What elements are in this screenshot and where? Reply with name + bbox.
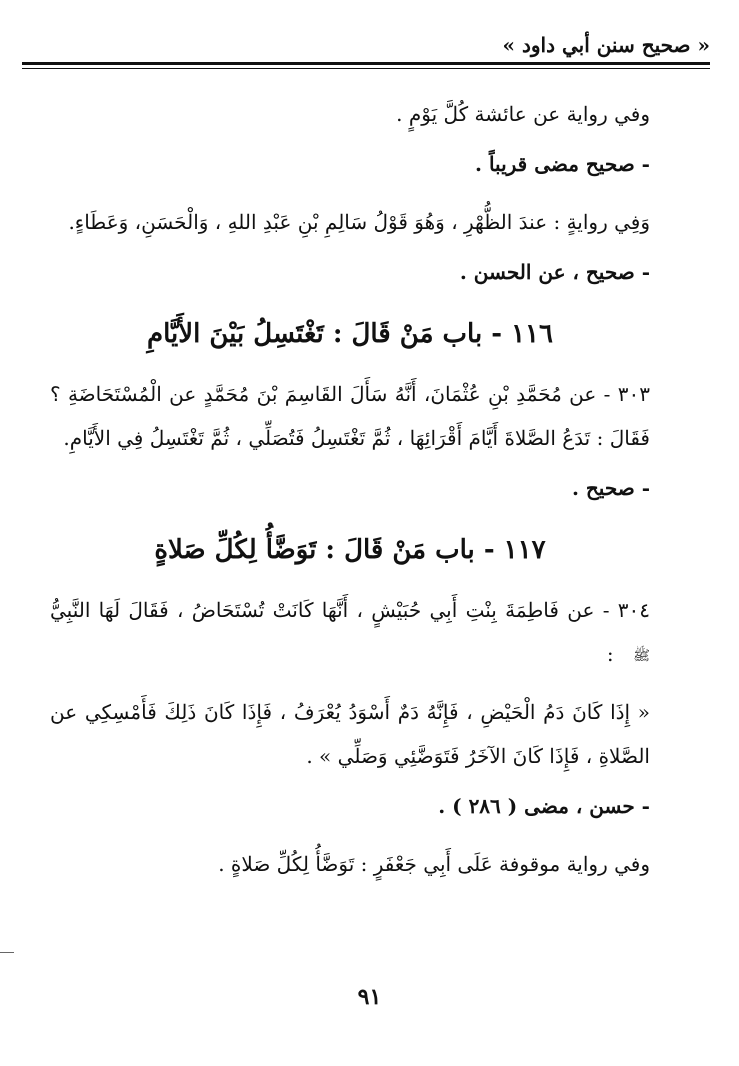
hadith-304-text: ٣٠٤ - عن فَاطِمَةَ بِنْتِ أَبِي حُبَيْشٍ ، أَنَّهَا كَانَتْ تُسْتَحَاضُ ، فَقَالَ لَهَا النَّبِيُّ [50,598,650,622]
prophet-quote: « إِذَا كَانَ دَمُ الْحَيْضِ ، فَإِنَّهُ دَمٌ أَسْوَدُ يُعْرَفُ ، فَإِذَا كَانَ ذَلِكَ فَأَمْسِكِي عن الصَّلاةِ ، فَإِذَا كَانَ الآخَرُ فَتَوَضَّئِي وَصَلِّي » . [50,700,650,768]
grading-p6: - صحيح . [571,476,650,500]
chapter-heading-117: ١١٧ - باب مَنْ قَالَ : تَوَضَّأُ لِكُلِّ صَلاةٍ [154,535,546,565]
header-rule-thin [22,68,710,69]
header-rule-thick [22,62,710,65]
hadith-304 [50,588,650,676]
grading-p9: - حسن ، مضى ( ٢٨٦ ) . [438,794,650,818]
running-header: « صحيح سنن أبي داود » [502,33,710,57]
hadith-304-colon: : [606,642,614,666]
grading-p4: - صحيح ، عن الحسن . [459,260,650,284]
page-body [50,92,650,892]
salutation-glyph: ﷺ [633,647,650,664]
narration-zuhr: وَفِي روايةٍ : عندَ الظُّهْرِ ، وَهُوَ قَوْلُ سَالِمِ بْنِ عَبْدِ اللهِ ، وَالْحَسَنِ، وَعَطَاءٍ. [68,210,650,234]
grading-p2: - صحيح مضى قريباً . [475,152,650,176]
chapter-heading-116: ١١٦ - باب مَنْ قَالَ : تَغْتَسِلُ بَيْنَ الأَيَّامِ [147,319,553,349]
hadith-303: ٣٠٣ - عن مُحَمَّدِ بْنِ عُثْمَانَ، أَنَّهُ سَأَلَ القَاسِمَ بْنَ مُحَمَّدٍ عن الْمُسْتَحَاضَةِ ؟ فَقَالَ : تَدَعُ الصَّلاةَ أَيَّامَ أَقْرَائِهَا ، ثُمَّ تَغْتَسِلُ فَتُصَلِّي ، ثُمَّ تَغْتَسِلُ فِي الأَيَّامِ. [50,382,650,450]
narration-aisha: وفي رواية عن عائشة كُلَّ يَوْمٍ . [396,102,650,126]
margin-mark [0,952,14,953]
narration-abu-jafar: وفي رواية موقوفة عَلَى أَبِي جَعْفَرٍ : تَوَضَّأُ لِكُلِّ صَلاةٍ . [218,852,650,876]
page-number: ٩١ [357,984,382,1010]
